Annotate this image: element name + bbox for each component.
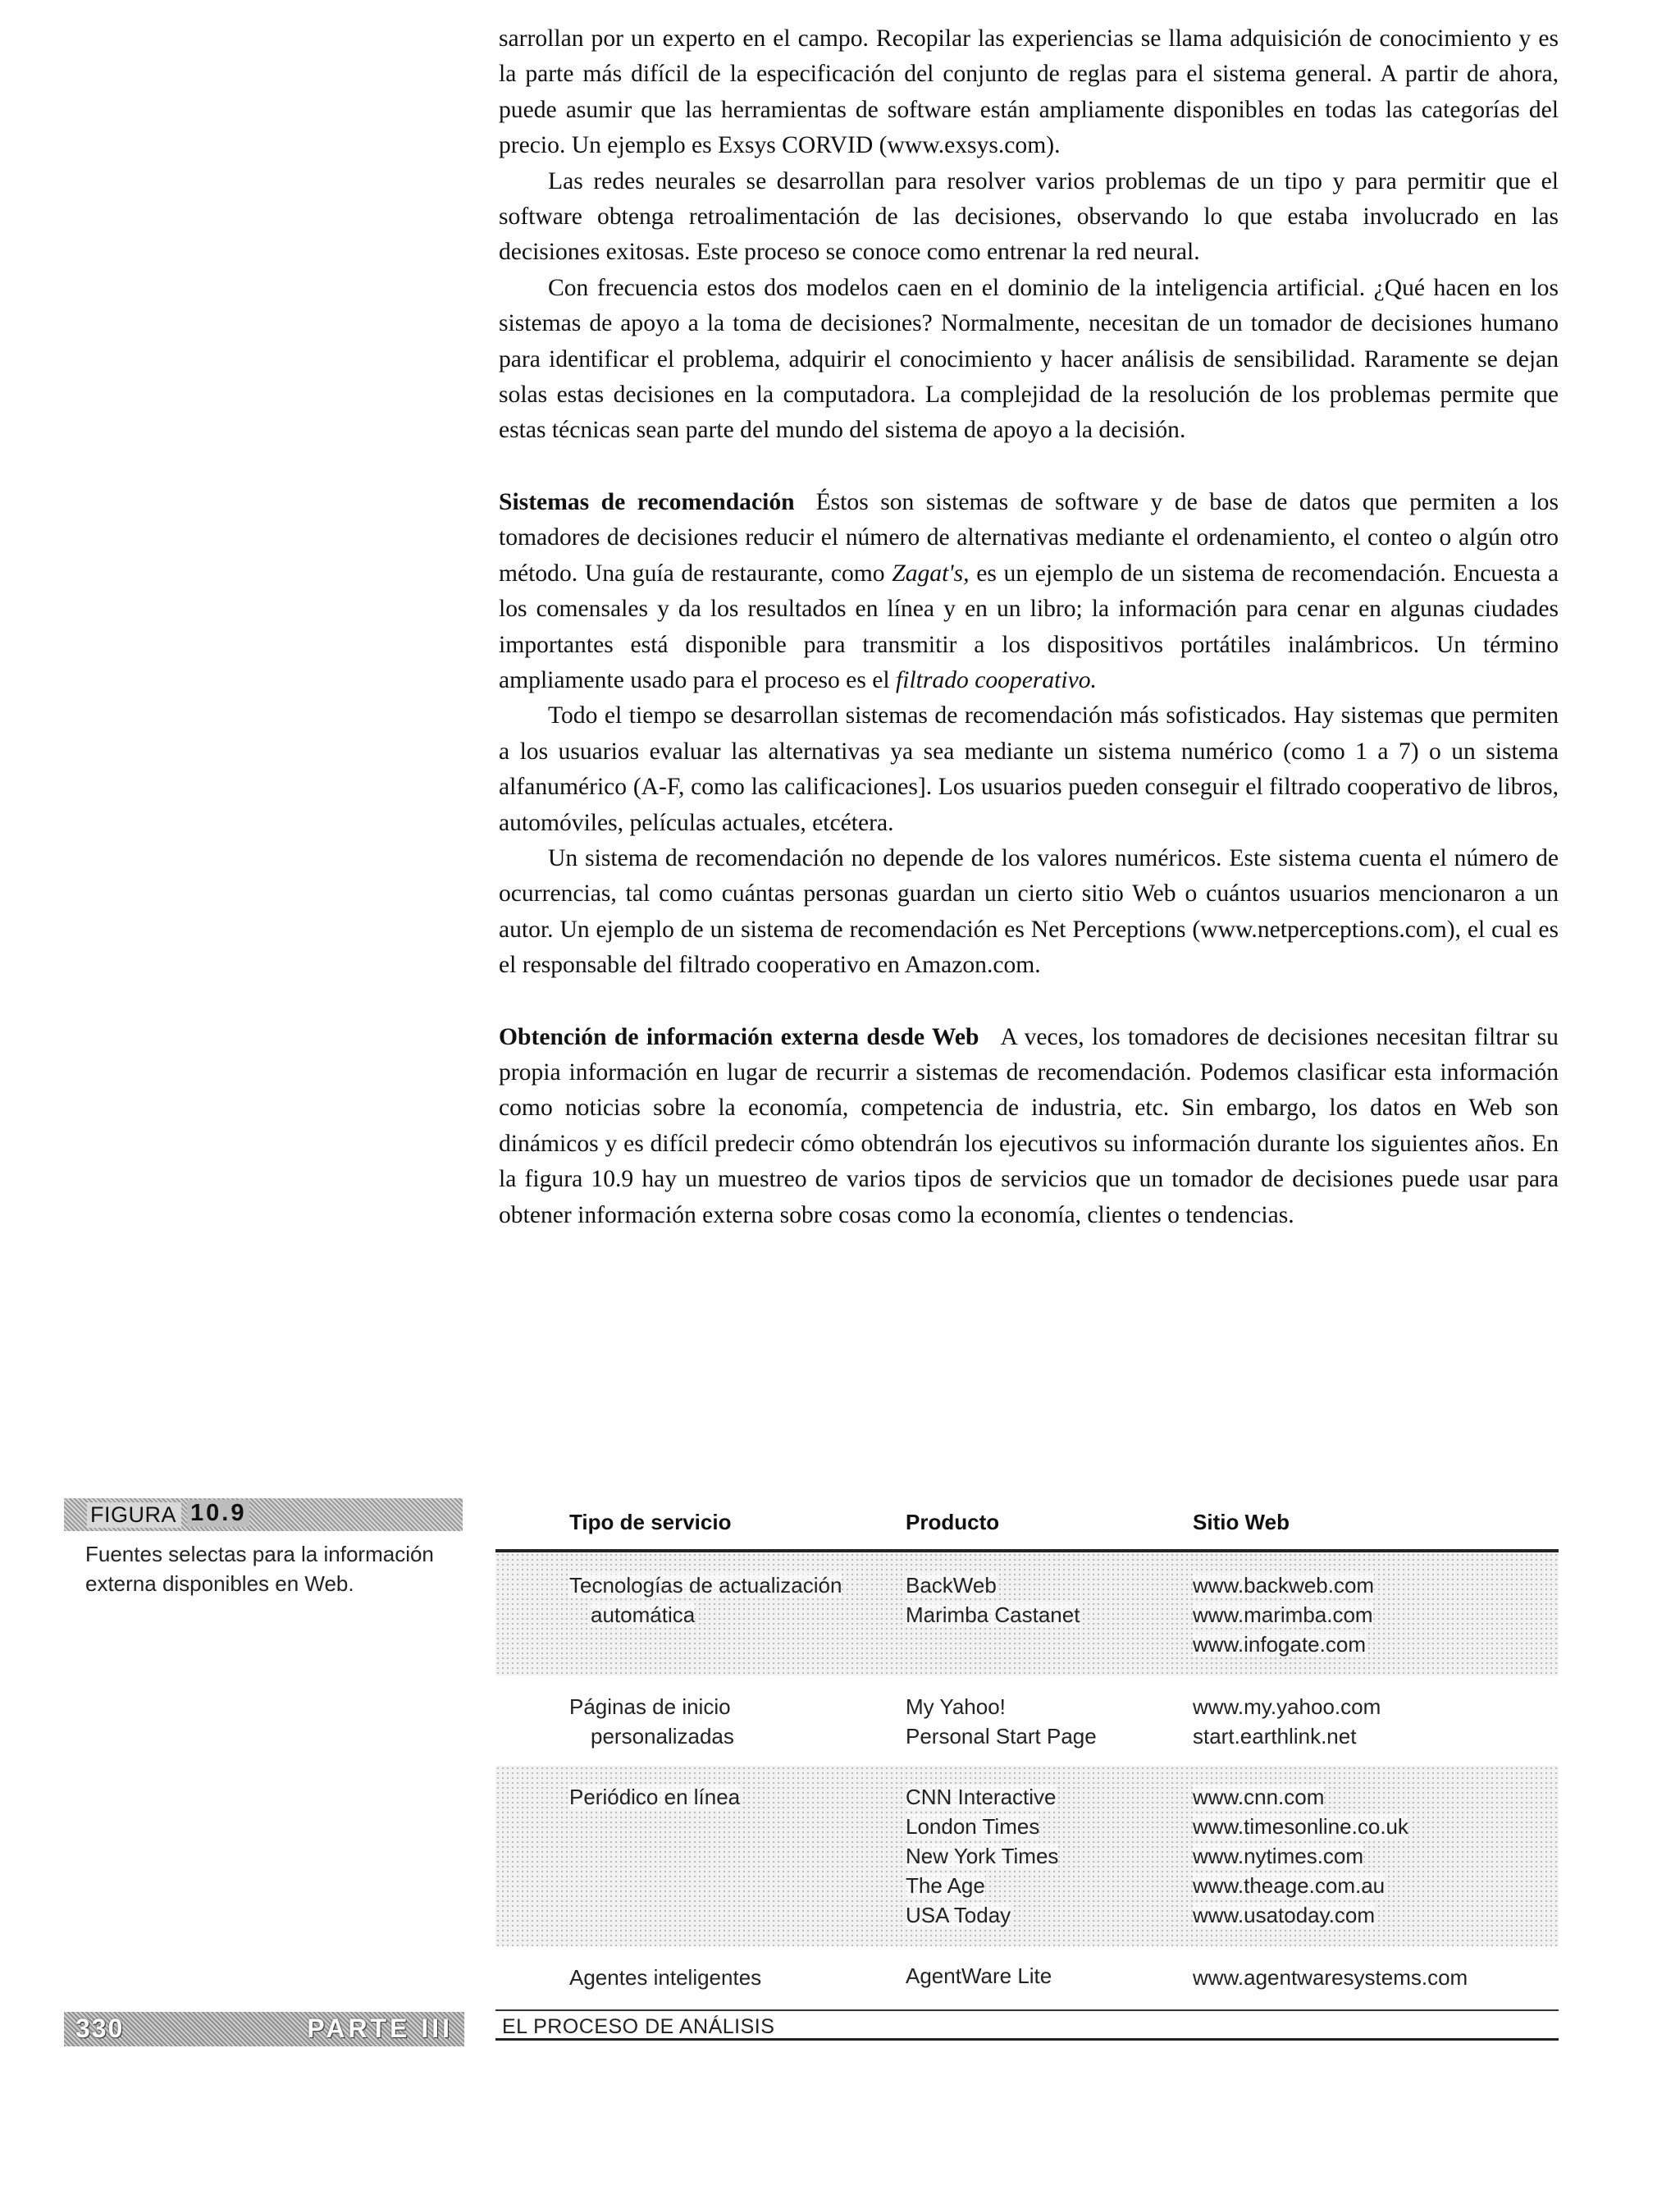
- product: [906, 1692, 1176, 1751]
- cell-line: www.agentwaresystems.com: [1193, 1965, 1468, 1990]
- section-recomendacion: [499, 485, 1559, 698]
- table-bottom-rule: [495, 2009, 1559, 2011]
- footer-section-title: EL PROCESO DE ANÁLISIS: [502, 2015, 775, 2038]
- cell-line: BackWeb: [906, 1573, 997, 1598]
- cell-line: www.marimba.com: [1193, 1602, 1373, 1627]
- paragraph: sarrollan por un experto en el campo. Recopilar las experiencias se llama adquisición de conocimiento y es la parte más difícil de la especificación del conjunto de reglas para el sistema general. A partir de ahora, puede asumir que las herramientas de software están ampliamente disponibles en todas las categorías del precio. Un ejemplo es Exsys CORVID (www.exsys.com).: [499, 25, 1559, 159]
- cell-line: Páginas de inicio: [569, 1694, 731, 1719]
- cell-line: My Yahoo!: [906, 1694, 1006, 1719]
- paragraph: Un sistema de recomendación no depende de los valores numéricos. Este sistema cuenta el número de ocurrencias, tal como cuántas personas guardan un cierto sitio Web o cuántos usuarios mencionaron a un autor. Un ejemplo de un sistema de recomendación es Net Perceptions (www.netperceptions.com), el cual es el responsable del filtrado cooperativo en Amazon.com.: [499, 844, 1559, 979]
- cell-line: www.theage.com.au: [1193, 1873, 1386, 1898]
- product: [906, 1782, 1176, 1930]
- cell-line: www.backweb.com: [1193, 1573, 1375, 1598]
- service-type: [569, 1782, 889, 1812]
- body-text: [499, 21, 1559, 1233]
- table-row: [495, 1675, 1559, 1766]
- service-type: [569, 1692, 889, 1751]
- cell-line: personalizadas: [591, 1724, 734, 1749]
- paragraph-text: A veces, los tomadores de decisiones necesitan filtrar su propia información en lugar de recurrir a sistemas de recomendación. Podemos clasificar esta información como noticias sobre la economía, competencia de industria, etc. Sin embargo, los datos en Web son dinámicos y es difícil predecir cómo obtendrán los ejecutivos su información durante los siguientes años. En la figura 10.9 hay un muestreo de varios tipos de servicios que un tomador de decisiones puede usar para obtener información externa sobre cosas como la economía, clientes o tendencias.: [499, 1023, 1559, 1228]
- page-number-bar: [64, 2012, 464, 2046]
- figure-label-number: 10.9: [187, 1500, 249, 1527]
- cell-line: www.my.yahoo.com: [1193, 1694, 1381, 1719]
- table-header: [495, 1502, 1559, 1552]
- cell-line: Periódico en línea: [569, 1785, 741, 1809]
- table-row: [495, 1552, 1559, 1675]
- cell-line: London Times: [906, 1814, 1040, 1839]
- cell-line: AgentWare Lite: [906, 1963, 1052, 1988]
- product: [906, 1961, 1176, 1991]
- table-row: [495, 1946, 1559, 2012]
- paragraph-text: Éstos son sistemas de software y de base de datos que permiten a los tomadores de decisiones reducir el número de alternativas mediante el ordenamiento, el conteo o algún otro método. Una guía de restaurante, como: [499, 488, 1559, 587]
- website: [1193, 1570, 1554, 1659]
- cell-line: start.earthlink.net: [1193, 1724, 1357, 1749]
- paragraph: Con frecuencia estos dos modelos caen en el dominio de la inteligencia artificial. ¿Qué hacen en los sistemas de apoyo a la toma de decisiones? Normalmente, necesitan de un tomador de decisiones humano para identificar el problema, adquirir el conocimiento y hacer análisis de sensibilidad. Raramente se dejan solas estas decisiones en la computadora. La complejidad de la resolución de los problemas permite que estas técnicas sean parte del mundo del sistema de apoyo a la decisión.: [499, 274, 1559, 444]
- section-heading: Sistemas de recomendación: [499, 488, 795, 515]
- column-header: Producto: [906, 1510, 1000, 1534]
- section-informacion-externa: [499, 1020, 1559, 1233]
- cell-line: The Age: [906, 1873, 985, 1898]
- cell-line: www.usatoday.com: [1193, 1903, 1376, 1927]
- page-number: 330: [75, 2014, 125, 2043]
- cell-line: CNN Interactive: [906, 1785, 1057, 1809]
- footer-rule: [495, 2038, 1559, 2041]
- column-header: Tipo de servicio: [569, 1510, 732, 1534]
- cell-line: automática: [591, 1602, 696, 1627]
- cell-line: Marimba Castanet: [906, 1602, 1080, 1627]
- service-type: [569, 1570, 889, 1630]
- cell-line: USA Today: [906, 1903, 1011, 1927]
- italic-term: filtrado cooperativo.: [896, 666, 1097, 693]
- website: [1193, 1692, 1554, 1751]
- section-heading: Obtención de información externa desde Web: [499, 1023, 979, 1050]
- cell-line: New York Times: [906, 1844, 1059, 1868]
- website: [1193, 1963, 1554, 1992]
- cell-line: Agentes inteligentes: [569, 1965, 762, 1990]
- column-header: Sitio Web: [1193, 1510, 1290, 1534]
- figure-label: [64, 1498, 463, 1531]
- cell-line: Personal Start Page: [906, 1724, 1097, 1749]
- table-row: [495, 1766, 1559, 1946]
- cell-line: Tecnologías de actualización: [569, 1573, 842, 1598]
- cell-line: www.cnn.com: [1193, 1785, 1325, 1809]
- cell-line: www.nytimes.com: [1193, 1844, 1364, 1868]
- figure-label-word: FIGURA: [87, 1502, 181, 1528]
- service-type: [569, 1963, 889, 1992]
- paragraph-text: es un ejemplo de un sistema de recomendación. Encuesta a los comensales y da los resultados en línea y en un libro; la información para cenar en algunas ciudades importantes está disponible para transmitir a los dispositivos portátiles inalámbricos. Un término ampliamente usado para el proceso es el: [499, 560, 1559, 693]
- website: [1193, 1782, 1554, 1930]
- figure-caption: Fuentes selectas para la información externa disponibles en Web.: [85, 1542, 434, 1596]
- part-label: PARTE III: [307, 2014, 453, 2043]
- cell-line: www.timesonline.co.uk: [1193, 1814, 1408, 1839]
- paragraph: Las redes neurales se desarrollan para resolver varios problemas de un tipo y para permitir que el software obtenga retroalimentación de las decisiones, observando lo que estaba involucrado en las decisiones exitosas. Este proceso se conoce como entrenar la red neural.: [499, 167, 1559, 266]
- product: [906, 1570, 1176, 1630]
- cell-line: www.infogate.com: [1193, 1632, 1366, 1657]
- italic-term: Zagat's,: [892, 560, 970, 587]
- services-table: [495, 1502, 1559, 2012]
- paragraph: Todo el tiempo se desarrollan sistemas de recomendación más sofisticados. Hay sistemas que permiten a los usuarios evaluar las alternativas ya sea mediante un sistema numérico (como 1 a 7) o un sistema alfanumérico (A-F, como las calificaciones]. Los usuarios pueden conseguir el filtrado cooperativo de libros, automóviles, películas actuales, etcétera.: [499, 702, 1559, 836]
